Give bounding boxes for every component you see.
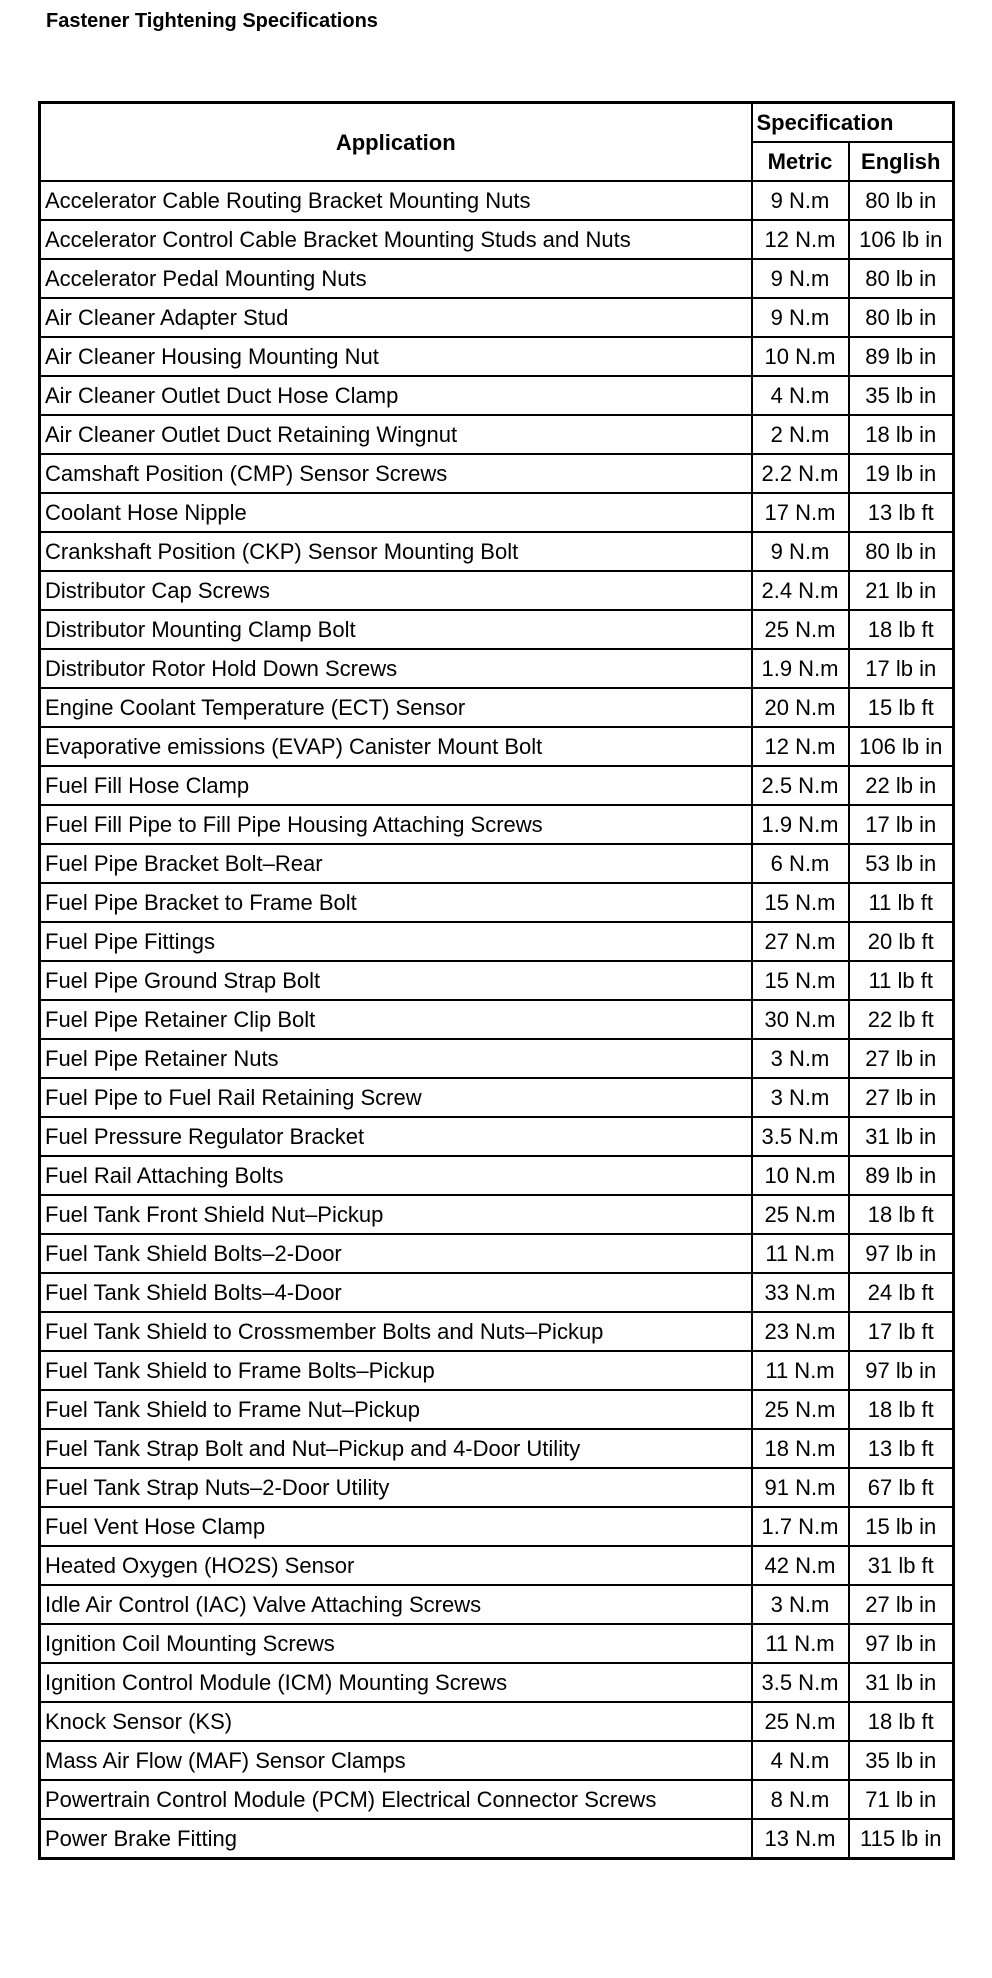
application-cell: Distributor Mounting Clamp Bolt (40, 610, 752, 649)
application-cell: Fuel Tank Shield Bolts–2-Door (40, 1234, 752, 1273)
english-cell: 53 lb in (849, 844, 954, 883)
english-cell: 22 lb in (849, 766, 954, 805)
english-cell: 15 lb ft (849, 688, 954, 727)
table-row (40, 1741, 954, 1780)
metric-cell: 18 N.m (752, 1429, 849, 1468)
english-cell: 13 lb ft (849, 493, 954, 532)
table-row (40, 1195, 954, 1234)
english-cell: 67 lb ft (849, 1468, 954, 1507)
application-cell: Mass Air Flow (MAF) Sensor Clamps (40, 1741, 752, 1780)
english-column-header: English (849, 142, 954, 181)
table-row (40, 688, 954, 727)
table-row (40, 337, 954, 376)
application-cell: Fuel Pipe Retainer Clip Bolt (40, 1000, 752, 1039)
table-row (40, 766, 954, 805)
table-row (40, 376, 954, 415)
table-row (40, 1546, 954, 1585)
table-row (40, 1312, 954, 1351)
metric-cell: 3.5 N.m (752, 1117, 849, 1156)
application-cell: Air Cleaner Outlet Duct Hose Clamp (40, 376, 752, 415)
metric-cell: 25 N.m (752, 1390, 849, 1429)
metric-cell: 15 N.m (752, 961, 849, 1000)
metric-cell: 25 N.m (752, 1702, 849, 1741)
table-row (40, 1624, 954, 1663)
english-cell: 35 lb in (849, 376, 954, 415)
english-cell: 18 lb ft (849, 1702, 954, 1741)
application-cell: Accelerator Control Cable Bracket Mounting Studs and Nuts (40, 220, 752, 259)
english-cell: 22 lb ft (849, 1000, 954, 1039)
metric-cell: 8 N.m (752, 1780, 849, 1819)
english-cell: 20 lb ft (849, 922, 954, 961)
application-cell: Heated Oxygen (HO2S) Sensor (40, 1546, 752, 1585)
application-cell: Powertrain Control Module (PCM) Electrical Connector Screws (40, 1780, 752, 1819)
table-row (40, 493, 954, 532)
english-cell: 80 lb in (849, 532, 954, 571)
metric-cell: 25 N.m (752, 1195, 849, 1234)
application-cell: Evaporative emissions (EVAP) Canister Mount Bolt (40, 727, 752, 766)
application-cell: Fuel Pipe Bracket Bolt–Rear (40, 844, 752, 883)
application-cell: Fuel Rail Attaching Bolts (40, 1156, 752, 1195)
metric-cell: 3.5 N.m (752, 1663, 849, 1702)
application-cell: Distributor Rotor Hold Down Screws (40, 649, 752, 688)
metric-cell: 12 N.m (752, 727, 849, 766)
table-row (40, 259, 954, 298)
english-cell: 106 lb in (849, 727, 954, 766)
metric-cell: 2.5 N.m (752, 766, 849, 805)
application-column-header: Application (40, 103, 752, 182)
application-cell: Air Cleaner Outlet Duct Retaining Wingnut (40, 415, 752, 454)
application-cell: Coolant Hose Nipple (40, 493, 752, 532)
english-cell: 18 lb in (849, 415, 954, 454)
english-cell: 11 lb ft (849, 883, 954, 922)
metric-column-header: Metric (752, 142, 849, 181)
application-cell: Engine Coolant Temperature (ECT) Sensor (40, 688, 752, 727)
table-row (40, 727, 954, 766)
application-cell: Fuel Pipe to Fuel Rail Retaining Screw (40, 1078, 752, 1117)
metric-cell: 4 N.m (752, 1741, 849, 1780)
table-row (40, 1078, 954, 1117)
english-cell: 21 lb in (849, 571, 954, 610)
table-row (40, 415, 954, 454)
table-row (40, 181, 954, 220)
english-cell: 80 lb in (849, 181, 954, 220)
table-row (40, 844, 954, 883)
metric-cell: 11 N.m (752, 1351, 849, 1390)
metric-cell: 3 N.m (752, 1585, 849, 1624)
fastener-spec-table (38, 101, 955, 1860)
table-row (40, 454, 954, 493)
application-cell: Air Cleaner Housing Mounting Nut (40, 337, 752, 376)
table-row (40, 1351, 954, 1390)
english-cell: 18 lb ft (849, 1390, 954, 1429)
metric-cell: 9 N.m (752, 532, 849, 571)
table-row (40, 220, 954, 259)
table-row (40, 1702, 954, 1741)
english-cell: 89 lb in (849, 1156, 954, 1195)
table-row (40, 298, 954, 337)
english-cell: 31 lb in (849, 1663, 954, 1702)
table-row (40, 883, 954, 922)
application-cell: Ignition Control Module (ICM) Mounting Screws (40, 1663, 752, 1702)
english-cell: 27 lb in (849, 1039, 954, 1078)
application-cell: Fuel Tank Shield to Frame Bolts–Pickup (40, 1351, 752, 1390)
application-cell: Fuel Pipe Fittings (40, 922, 752, 961)
metric-cell: 15 N.m (752, 883, 849, 922)
english-cell: 18 lb ft (849, 610, 954, 649)
application-cell: Fuel Pressure Regulator Bracket (40, 1117, 752, 1156)
application-cell: Fuel Tank Front Shield Nut–Pickup (40, 1195, 752, 1234)
table-row (40, 805, 954, 844)
application-cell: Fuel Pipe Ground Strap Bolt (40, 961, 752, 1000)
english-cell: 17 lb in (849, 805, 954, 844)
application-cell: Fuel Pipe Bracket to Frame Bolt (40, 883, 752, 922)
table-row (40, 1117, 954, 1156)
table-row (40, 571, 954, 610)
table-row (40, 1429, 954, 1468)
metric-cell: 2 N.m (752, 415, 849, 454)
english-cell: 106 lb in (849, 220, 954, 259)
english-cell: 71 lb in (849, 1780, 954, 1819)
metric-cell: 3 N.m (752, 1078, 849, 1117)
header-row-top (40, 103, 954, 143)
metric-cell: 27 N.m (752, 922, 849, 961)
application-cell: Fuel Pipe Retainer Nuts (40, 1039, 752, 1078)
table-row (40, 532, 954, 571)
table-row (40, 1273, 954, 1312)
application-cell: Accelerator Cable Routing Bracket Mounting Nuts (40, 181, 752, 220)
english-cell: 35 lb in (849, 1741, 954, 1780)
table-row (40, 1039, 954, 1078)
table-row (40, 610, 954, 649)
english-cell: 31 lb ft (849, 1546, 954, 1585)
table-row (40, 1819, 954, 1859)
metric-cell: 9 N.m (752, 259, 849, 298)
metric-cell: 2.4 N.m (752, 571, 849, 610)
application-cell: Ignition Coil Mounting Screws (40, 1624, 752, 1663)
table-row (40, 1585, 954, 1624)
metric-cell: 17 N.m (752, 493, 849, 532)
metric-cell: 1.7 N.m (752, 1507, 849, 1546)
metric-cell: 20 N.m (752, 688, 849, 727)
english-cell: 24 lb ft (849, 1273, 954, 1312)
english-cell: 89 lb in (849, 337, 954, 376)
table-row (40, 1000, 954, 1039)
english-cell: 27 lb in (849, 1585, 954, 1624)
application-cell: Fuel Tank Strap Nuts–2-Door Utility (40, 1468, 752, 1507)
application-cell: Fuel Vent Hose Clamp (40, 1507, 752, 1546)
metric-cell: 23 N.m (752, 1312, 849, 1351)
table-row (40, 922, 954, 961)
english-cell: 115 lb in (849, 1819, 954, 1859)
table-row (40, 1234, 954, 1273)
english-cell: 97 lb in (849, 1234, 954, 1273)
english-cell: 18 lb ft (849, 1195, 954, 1234)
table-row (40, 1663, 954, 1702)
table-row (40, 1156, 954, 1195)
metric-cell: 30 N.m (752, 1000, 849, 1039)
application-cell: Knock Sensor (KS) (40, 1702, 752, 1741)
application-cell: Accelerator Pedal Mounting Nuts (40, 259, 752, 298)
table-row (40, 1390, 954, 1429)
english-cell: 80 lb in (849, 259, 954, 298)
table-row (40, 1780, 954, 1819)
metric-cell: 13 N.m (752, 1819, 849, 1859)
application-cell: Distributor Cap Screws (40, 571, 752, 610)
metric-cell: 42 N.m (752, 1546, 849, 1585)
english-cell: 19 lb in (849, 454, 954, 493)
application-cell: Fuel Tank Strap Bolt and Nut–Pickup and 4-Door Utility (40, 1429, 752, 1468)
english-cell: 27 lb in (849, 1078, 954, 1117)
table-row (40, 649, 954, 688)
metric-cell: 9 N.m (752, 298, 849, 337)
table-body (40, 181, 954, 1859)
english-cell: 80 lb in (849, 298, 954, 337)
application-cell: Crankshaft Position (CKP) Sensor Mounting Bolt (40, 532, 752, 571)
metric-cell: 1.9 N.m (752, 805, 849, 844)
english-cell: 11 lb ft (849, 961, 954, 1000)
metric-cell: 12 N.m (752, 220, 849, 259)
metric-cell: 2.2 N.m (752, 454, 849, 493)
table-row (40, 1468, 954, 1507)
metric-cell: 10 N.m (752, 1156, 849, 1195)
english-cell: 31 lb in (849, 1117, 954, 1156)
metric-cell: 25 N.m (752, 610, 849, 649)
metric-cell: 11 N.m (752, 1234, 849, 1273)
application-cell: Idle Air Control (IAC) Valve Attaching Screws (40, 1585, 752, 1624)
table-row (40, 961, 954, 1000)
english-cell: 97 lb in (849, 1624, 954, 1663)
table-row (40, 1507, 954, 1546)
english-cell: 15 lb in (849, 1507, 954, 1546)
metric-cell: 3 N.m (752, 1039, 849, 1078)
page-title: Fastener Tightening Specifications (46, 10, 378, 32)
application-cell: Fuel Fill Hose Clamp (40, 766, 752, 805)
application-cell: Fuel Tank Shield Bolts–4-Door (40, 1273, 752, 1312)
metric-cell: 6 N.m (752, 844, 849, 883)
english-cell: 17 lb ft (849, 1312, 954, 1351)
metric-cell: 11 N.m (752, 1624, 849, 1663)
metric-cell: 91 N.m (752, 1468, 849, 1507)
metric-cell: 4 N.m (752, 376, 849, 415)
metric-cell: 33 N.m (752, 1273, 849, 1312)
english-cell: 17 lb in (849, 649, 954, 688)
application-cell: Camshaft Position (CMP) Sensor Screws (40, 454, 752, 493)
application-cell: Power Brake Fitting (40, 1819, 752, 1859)
english-cell: 13 lb ft (849, 1429, 954, 1468)
table-header (40, 103, 954, 182)
metric-cell: 10 N.m (752, 337, 849, 376)
english-cell: 97 lb in (849, 1351, 954, 1390)
application-cell: Air Cleaner Adapter Stud (40, 298, 752, 337)
application-cell: Fuel Tank Shield to Crossmember Bolts and Nuts–Pickup (40, 1312, 752, 1351)
application-cell: Fuel Fill Pipe to Fill Pipe Housing Attaching Screws (40, 805, 752, 844)
specification-column-header: Specification (752, 103, 954, 143)
application-cell: Fuel Tank Shield to Frame Nut–Pickup (40, 1390, 752, 1429)
metric-cell: 1.9 N.m (752, 649, 849, 688)
metric-cell: 9 N.m (752, 181, 849, 220)
